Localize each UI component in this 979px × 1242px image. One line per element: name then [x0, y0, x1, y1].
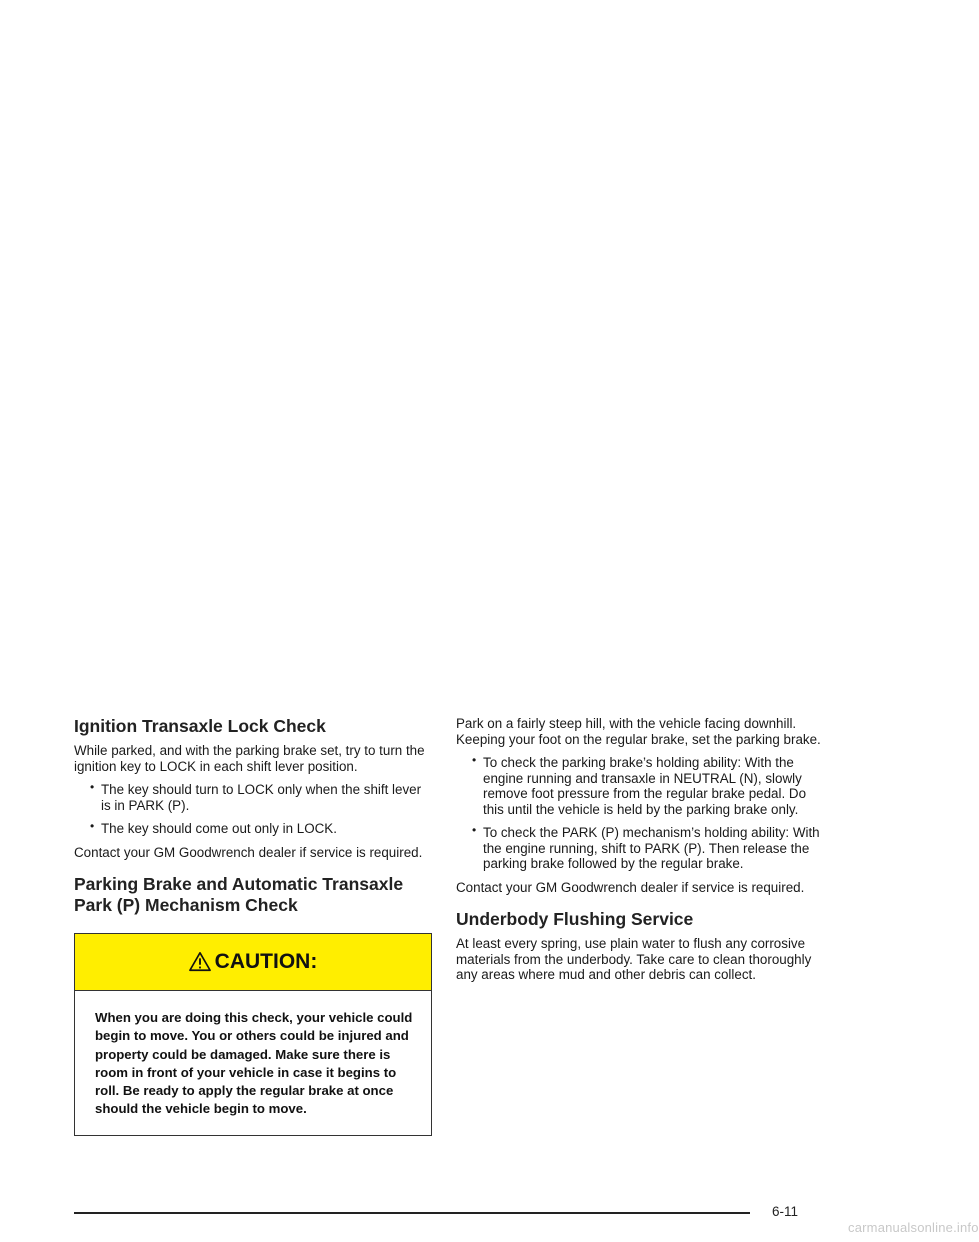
section-title-underbody: Underbody Flushing Service [456, 909, 694, 929]
section-title-ignition-lock: Ignition Transaxle Lock Check [74, 716, 326, 736]
parking-check-contact: Contact your GM Goodwrench dealer if service is required. [456, 879, 805, 895]
underbody-body: At least every spring, use plain water to flush any corrosive materials from the underbody. Take care to clean thoroughly any areas where mud and other debris can collect. [456, 936, 812, 982]
page-number: 6-11 [772, 1204, 799, 1219]
list-item: • The key should come out only in LOCK. [90, 819, 337, 836]
bullet-icon: • [90, 780, 95, 794]
caution-box [74, 933, 432, 1136]
list-item: • To check the PARK (P) mechanism’s holding ability: With the engine running, shift to PARK (P). Then release the parking brake followed by the regular brake. [472, 823, 820, 871]
left-column [74, 716, 432, 1136]
parking-check-intro: Park on a fairly steep hill, with the vehicle facing downhill. Keeping your foot on the regular brake, set the parking brake. [456, 716, 821, 747]
ignition-lock-bullets [74, 782, 432, 837]
list-item: • The key should turn to LOCK only when the shift lever is in PARK (P). [90, 780, 422, 813]
watermark: carmanualsonline.info [848, 1220, 979, 1235]
caution-header [75, 934, 431, 991]
parking-check-bullets [456, 755, 828, 872]
section-title-parking-brake: Parking Brake and Automatic Transaxle Park (P) Mechanism Check [74, 874, 404, 915]
right-column [456, 716, 828, 991]
bullet-icon: • [90, 819, 95, 833]
ignition-lock-contact: Contact your GM Goodwrench dealer if service is required. [74, 844, 423, 860]
footer-rule [74, 1212, 750, 1214]
bullet-icon: • [472, 753, 477, 767]
warning-triangle-icon [189, 951, 211, 973]
caution-body: When you are doing this check, your vehicle could begin to move. You or others could be injured and property could be damaged. Make sure there is room in front of your vehicle in case it begins to roll. Be ready to apply the regular brake at once should the vehicle begin to move. [95, 1010, 413, 1117]
bullet-icon: • [472, 823, 477, 837]
ignition-lock-intro: While parked, and with the parking brake set, try to turn the ignition key to LOCK in each shift lever position. [74, 743, 425, 774]
list-item: • To check the parking brake’s holding ability: With the engine running and transaxle in NEUTRAL (N), slowly remove foot pressure from the regular brake pedal. Do this until the vehicle is held by the parking brake only. [472, 753, 807, 817]
caution-title: CAUTION: [214, 950, 318, 973]
